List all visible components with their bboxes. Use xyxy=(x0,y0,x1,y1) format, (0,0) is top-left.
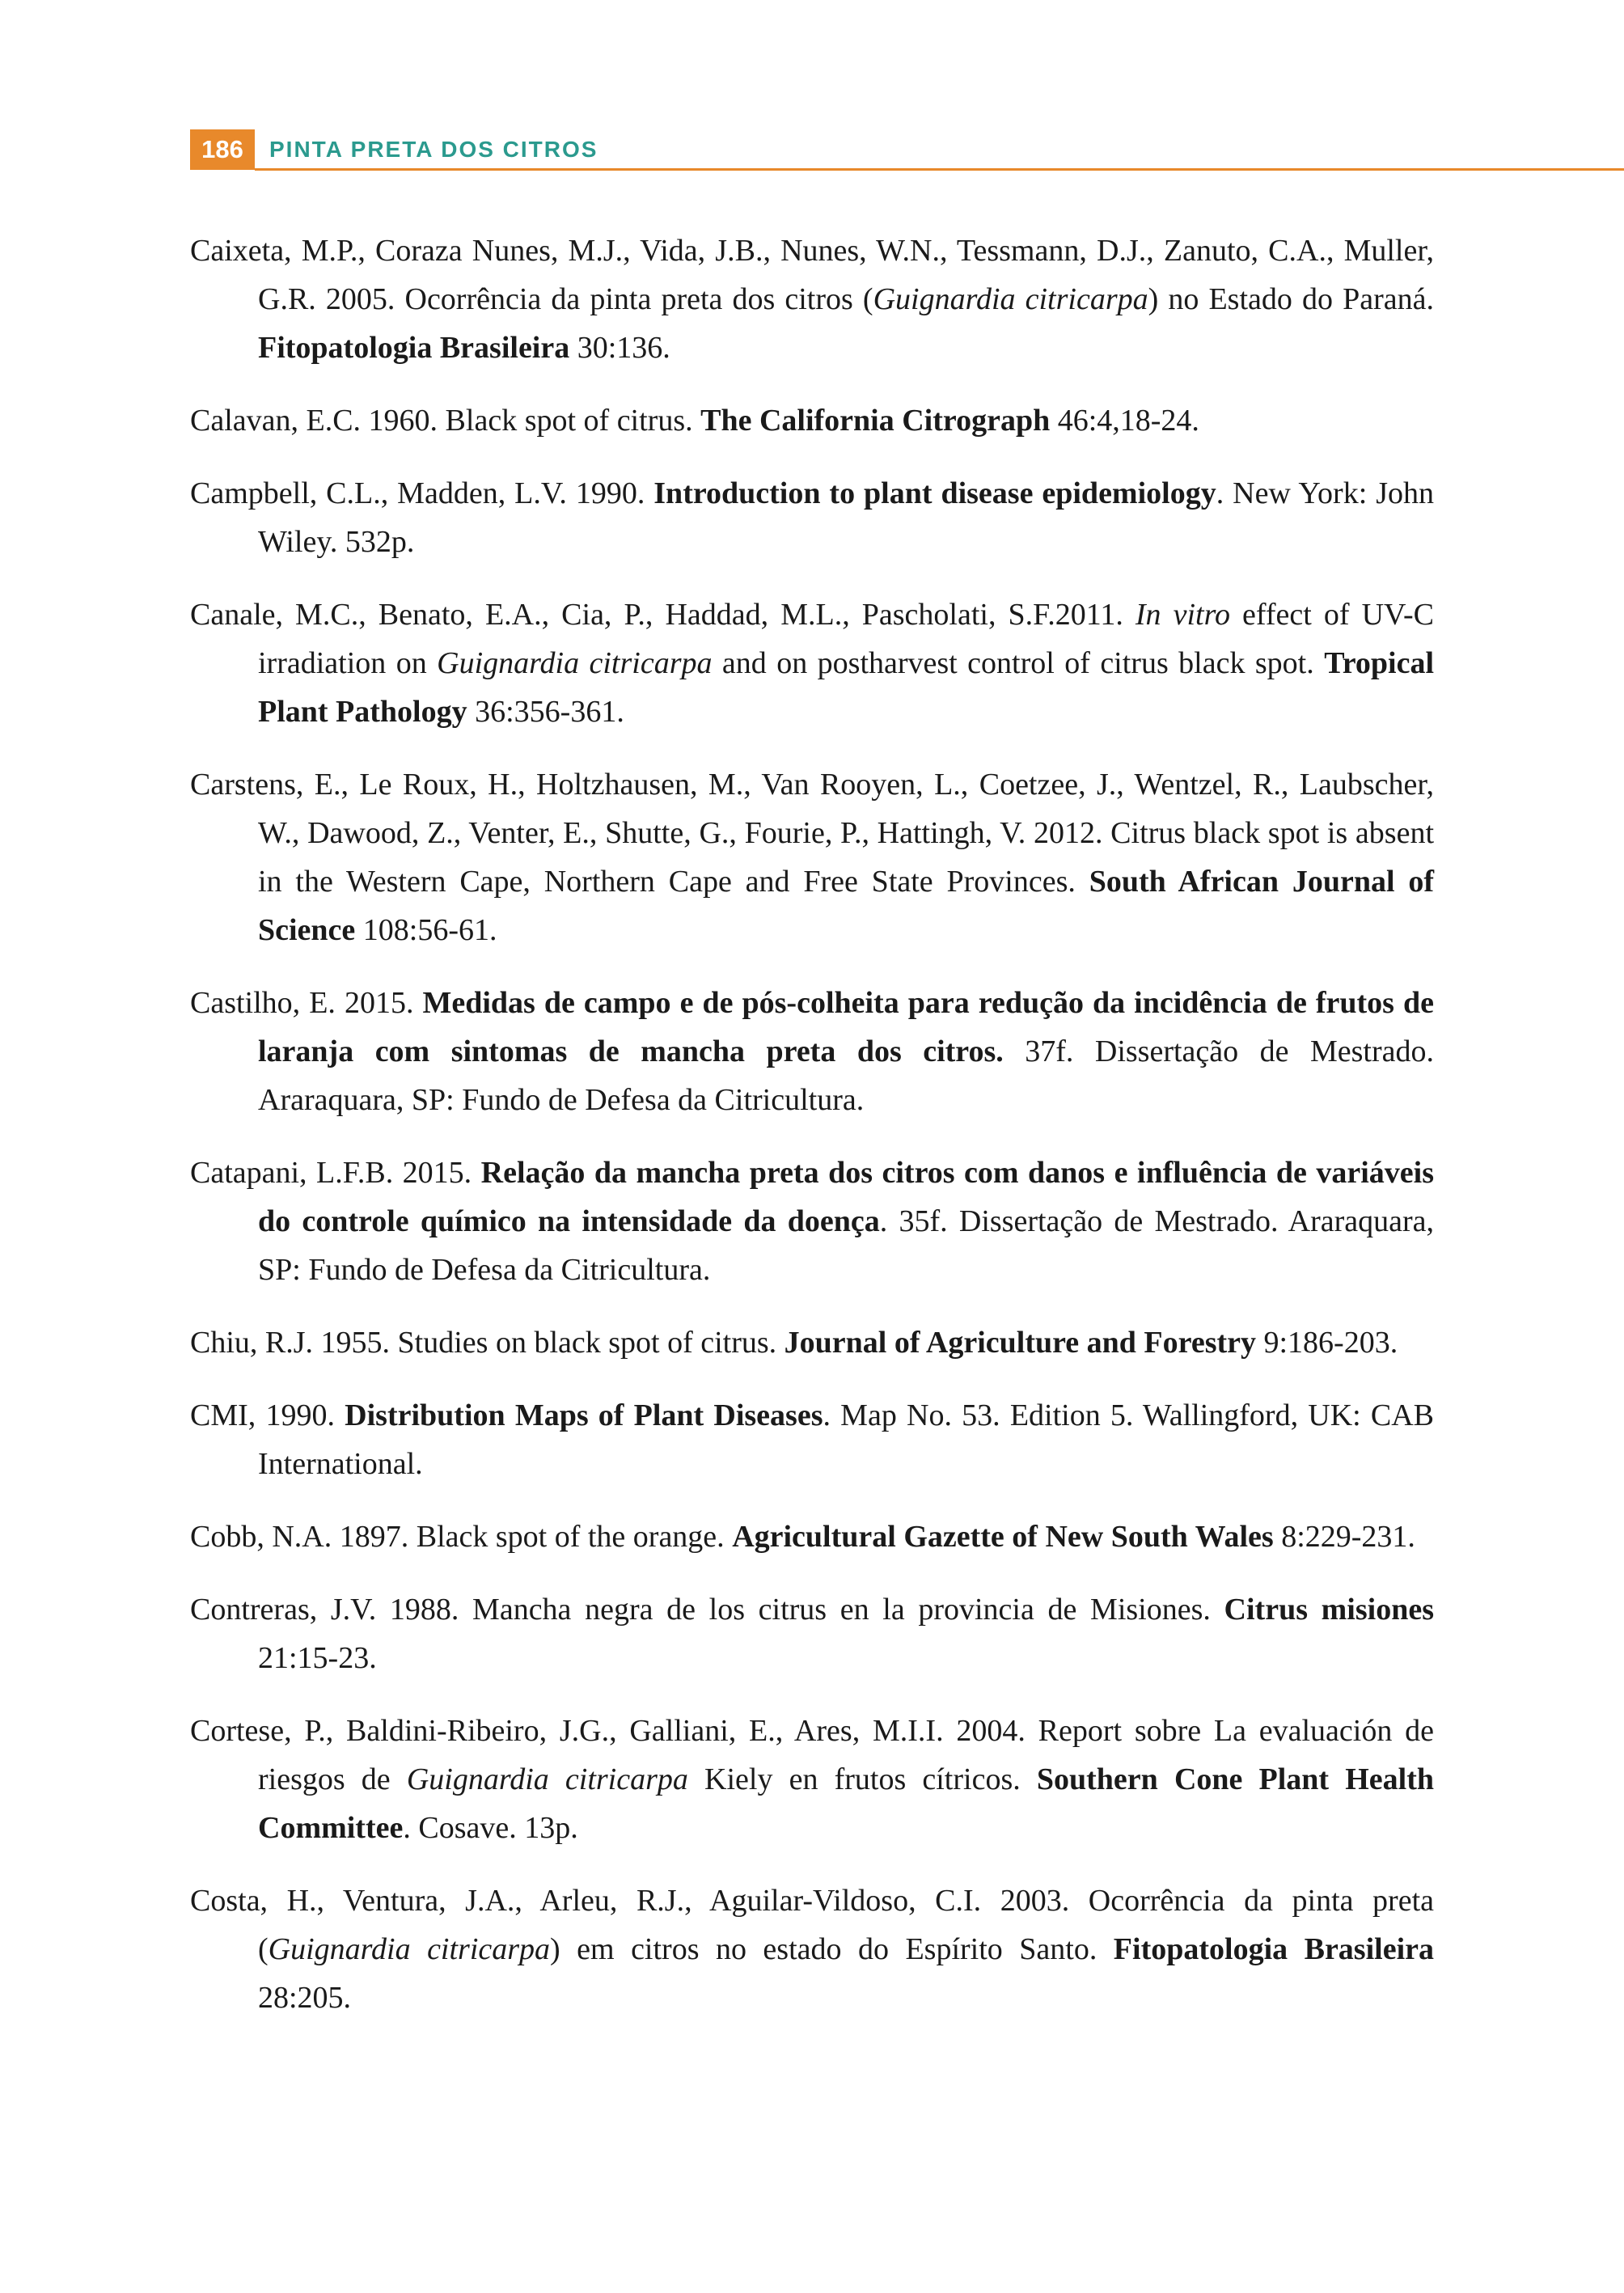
reference-source: Agricultural Gazette of New South Wales xyxy=(732,1520,1274,1554)
reference-entry xyxy=(190,1585,1434,1682)
reference-text: 36:356-361. xyxy=(467,695,624,729)
reference-italic: Guignardia citricarpa xyxy=(268,1932,551,1966)
reference-source: South African Journal of Science xyxy=(258,865,1434,947)
reference-text: Cortese, P., Baldini-Ribeiro, J.G., Galliani, E., Ares, M.I.I. 2004. Report sobre La evaluación de riesgos de xyxy=(190,1714,1434,1796)
reference-italic: In vitro xyxy=(1135,598,1230,632)
reference-text: Catapani, L.F.B. 2015. xyxy=(190,1156,481,1190)
reference-source: Introduction to plant disease epidemiology xyxy=(653,476,1216,510)
reference-entry xyxy=(190,1391,1434,1488)
reference-text: 8:229-231. xyxy=(1273,1520,1415,1554)
reference-source: Medidas de campo e de pós-colheita para redução da incidência de frutos de laranja com sintomas de mancha preta dos citros. xyxy=(258,986,1434,1068)
reference-text: 108:56-61. xyxy=(355,913,497,947)
reference-text: 28:205. xyxy=(258,1981,352,2015)
reference-source: The California Citrograph xyxy=(700,404,1051,438)
reference-entry xyxy=(190,979,1434,1124)
reference-italic: Guignardia citricarpa xyxy=(437,646,713,680)
reference-text: Calavan, E.C. 1960. Black spot of citrus. xyxy=(190,404,701,438)
reference-list xyxy=(190,226,1434,2046)
reference-text: ) no Estado do Paraná. xyxy=(1148,282,1434,316)
reference-source: Fitopatologia Brasileira xyxy=(258,331,570,365)
reference-text: Contreras, J.V. 1988. Mancha negra de los citrus en la provincia de Misiones. xyxy=(190,1593,1224,1627)
reference-text: effect of UV-C irradiation on xyxy=(258,598,1434,680)
reference-entry xyxy=(190,1318,1434,1367)
reference-entry xyxy=(190,1149,1434,1294)
reference-text: Castilho, E. 2015. xyxy=(190,986,423,1020)
reference-source: Citrus misiones xyxy=(1224,1593,1434,1627)
reference-text: 37f. Dissertação de Mestrado. Araraquara, SP: Fundo de Defesa da Citricultura. xyxy=(258,1034,1435,1117)
reference-source: Southern Cone Plant Health Committee xyxy=(258,1762,1434,1845)
reference-source: Tropical Plant Pathology xyxy=(258,646,1435,729)
reference-text: 9:186-203. xyxy=(1256,1326,1398,1360)
reference-entry xyxy=(190,590,1434,736)
reference-source: Fitopatologia Brasileira xyxy=(1113,1932,1435,1966)
reference-text: . 35f. Dissertação de Mestrado. Araraquara, SP: Fundo de Defesa da Citricultura. xyxy=(258,1204,1434,1287)
reference-text: Campbell, C.L., Madden, L.V. 1990. xyxy=(190,476,654,510)
page-number: 186 xyxy=(190,129,255,170)
page-header xyxy=(190,129,1624,170)
reference-text: CMI, 1990. xyxy=(190,1398,345,1432)
reference-source: Relação da mancha preta dos citros com danos e influência de variáveis do controle químico na intensidade da doença xyxy=(258,1156,1434,1238)
reference-text: 21:15-23. xyxy=(258,1641,377,1675)
reference-source: Distribution Maps of Plant Diseases xyxy=(345,1398,823,1432)
header-rule xyxy=(255,168,1624,171)
reference-text: Cobb, N.A. 1897. Black spot of the orange. xyxy=(190,1520,733,1554)
reference-text: and on postharvest control of citrus black spot. xyxy=(712,646,1325,680)
reference-text: Caixeta, M.P., Coraza Nunes, M.J., Vida, J.B., Nunes, W.N., Tessmann, D.J., Zanuto, C.A., Muller, G.R. 2005. Ocorrência da pinta preta dos citros ( xyxy=(190,234,1434,316)
reference-text: Chiu, R.J. 1955. Studies on black spot of citrus. xyxy=(190,1326,785,1360)
reference-text: Costa, H., Ventura, J.A., Arleu, R.J., Aguilar-Vildoso, C.I. 2003. Ocorrência da pinta preta ( xyxy=(190,1884,1434,1966)
running-title: PINTA PRETA DOS CITROS xyxy=(269,137,598,162)
reference-italic: Guignardia citricarpa xyxy=(406,1762,688,1796)
reference-entry xyxy=(190,1707,1434,1852)
reference-text: Kiely en frutos cítricos. xyxy=(687,1762,1037,1796)
reference-text: ) em citros no estado do Espírito Santo. xyxy=(550,1932,1114,1966)
reference-entry xyxy=(190,226,1434,372)
reference-source: Journal of Agriculture and Forestry xyxy=(784,1326,1256,1360)
reference-text: 46:4,18-24. xyxy=(1050,404,1199,438)
reference-text: . Cosave. 13p. xyxy=(403,1811,578,1845)
reference-text: 30:136. xyxy=(569,331,670,365)
reference-text: Carstens, E., Le Roux, H., Holtzhausen, M., Van Rooyen, L., Coetzee, J., Wentzel, R., Laubscher, W., Dawood, Z., Venter, E., Shutte, G., Fourie, P., Hattingh, V. 2012. Citrus black spot is absent in the Western Cape, Northern Cape and Free State Provinces. xyxy=(190,768,1434,899)
reference-entry xyxy=(190,1876,1434,2022)
reference-text: . Map No. 53. Edition 5. Wallingford, UK: CAB International. xyxy=(258,1398,1435,1481)
reference-entry xyxy=(190,1512,1434,1561)
reference-entry xyxy=(190,469,1434,566)
reference-entry xyxy=(190,760,1434,954)
reference-entry xyxy=(190,396,1434,445)
reference-text: Canale, M.C., Benato, E.A., Cia, P., Haddad, M.L., Pascholati, S.F.2011. xyxy=(190,598,1136,632)
reference-italic: Guignardia citricarpa xyxy=(873,282,1148,316)
reference-text: . New York: John Wiley. 532p. xyxy=(258,476,1434,559)
